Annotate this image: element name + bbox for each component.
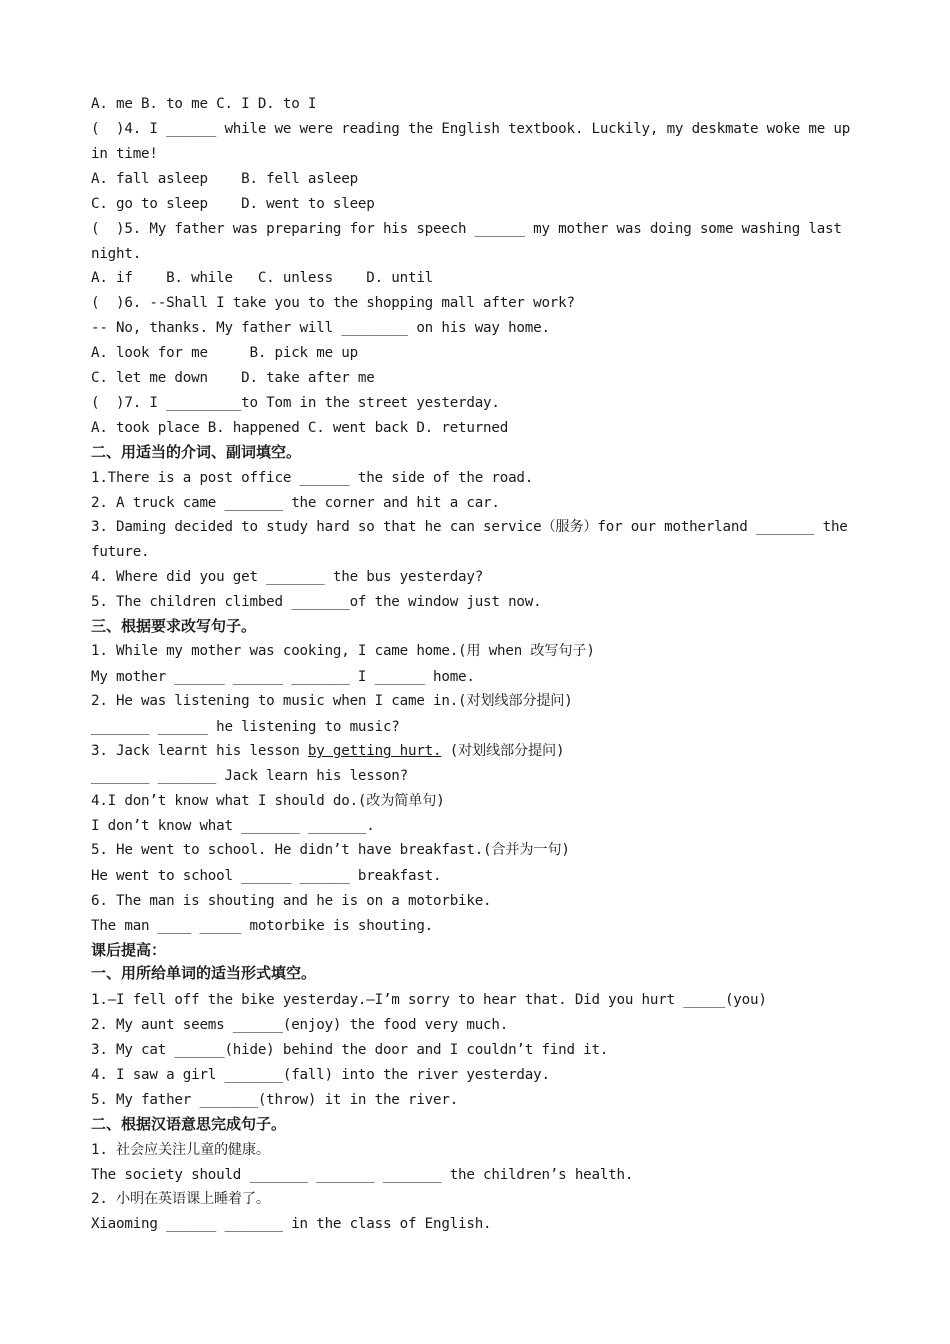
text-line: A. if B. while C. unless D. until xyxy=(91,270,434,286)
text-line: 3. Daming decided to study hard so that he can service（服务）for our motherland _______ the xyxy=(91,519,848,535)
text-line: The man ____ _____ motorbike is shouting. xyxy=(91,918,434,934)
text-line: I don’t know what _______ _______. xyxy=(91,818,375,834)
section-heading: 二、根据汉语意思完成句子。 xyxy=(91,1115,287,1133)
text-line: He went to school ______ ______ breakfast. xyxy=(91,868,442,884)
text-line: A. fall asleep B. fell asleep xyxy=(91,171,358,187)
text-line: 1. 社会应关注儿童的健康。 xyxy=(91,1142,270,1158)
text-line: Xiaoming ______ _______ in the class of English. xyxy=(91,1216,492,1232)
instruction-text: (对划线部分提问) xyxy=(441,743,565,759)
text-line: 1.—I fell off the bike yesterday.—I’m sorry to hear that. Did you hurt _____(you) xyxy=(91,992,767,1008)
text-line: 2. He was listening to music when I came in.(对划线部分提问) xyxy=(91,693,573,709)
text-line: ( )4. I ______ while we were reading the English textbook. Luckily, my deskmate woke me up xyxy=(91,121,851,137)
text-line: A. took place B. happened C. went back D. returned xyxy=(91,420,509,436)
text-line: _______ ______ he listening to music? xyxy=(91,719,400,735)
question-text: 3. Jack learnt his lesson xyxy=(91,743,308,759)
text-line: 4. I saw a girl _______(fall) into the river yesterday. xyxy=(91,1067,550,1083)
text-line: ( )7. I _________to Tom in the street yesterday. xyxy=(91,395,500,411)
text-line: -- No, thanks. My father will ________ on his way home. xyxy=(91,320,550,336)
text-line: 2. 小明在英语课上睡着了。 xyxy=(91,1191,270,1207)
text-line: 1.There is a post office ______ the side of the road. xyxy=(91,470,534,486)
text-line: 2. My aunt seems ______(enjoy) the food very much. xyxy=(91,1017,509,1033)
text-line: _______ _______ Jack learn his lesson? xyxy=(91,768,408,784)
section-heading: 课后提高： xyxy=(91,941,167,959)
text-line: night. xyxy=(91,246,142,262)
section-heading: 二、用适当的介词、副词填空。 xyxy=(91,443,302,461)
text-line: ( )6. --Shall I take you to the shopping mall after work? xyxy=(91,295,575,311)
text-line: C. let me down D. take after me xyxy=(91,370,375,386)
text-line: 2. A truck came _______ the corner and hit a car. xyxy=(91,495,500,511)
text-line: 1. While my mother was cooking, I came home.(用 when 改写句子) xyxy=(91,643,595,659)
text-line: in time! xyxy=(91,146,158,162)
section-heading: 一、用所给单词的适当形式填空。 xyxy=(91,964,317,982)
underlined-phrase: by getting hurt. xyxy=(307,743,442,759)
text-line: 3. My cat ______(hide) behind the door and I couldn’t find it. xyxy=(91,1042,609,1058)
text-line: C. go to sleep D. went to sleep xyxy=(91,196,375,212)
text-line: 5. My father _______(throw) it in the river. xyxy=(91,1092,459,1108)
text-line: The society should _______ _______ _______ the children’s health. xyxy=(91,1167,634,1183)
text-line: A. me B. to me C. I D. to I xyxy=(91,96,317,112)
text-line: 5. He went to school. He didn’t have breakfast.(合并为一句) xyxy=(91,842,570,858)
text-line: My mother ______ ______ _______ I ______ home. xyxy=(91,669,475,685)
text-line: 5. The children climbed _______of the window just now. xyxy=(91,594,542,610)
text-line xyxy=(91,741,861,761)
text-line: 6. The man is shouting and he is on a motorbike. xyxy=(91,893,492,909)
text-line: A. look for me B. pick me up xyxy=(91,345,358,361)
section-heading: 三、根据要求改写句子。 xyxy=(91,617,257,635)
text-line: ( )5. My father was preparing for his speech ______ my mother was doing some washing last xyxy=(91,221,842,237)
text-line: 4. Where did you get _______ the bus yesterday? xyxy=(91,569,484,585)
text-line: 4.I don’t know what I should do.(改为简单句) xyxy=(91,793,445,809)
text-line: future. xyxy=(91,544,150,560)
